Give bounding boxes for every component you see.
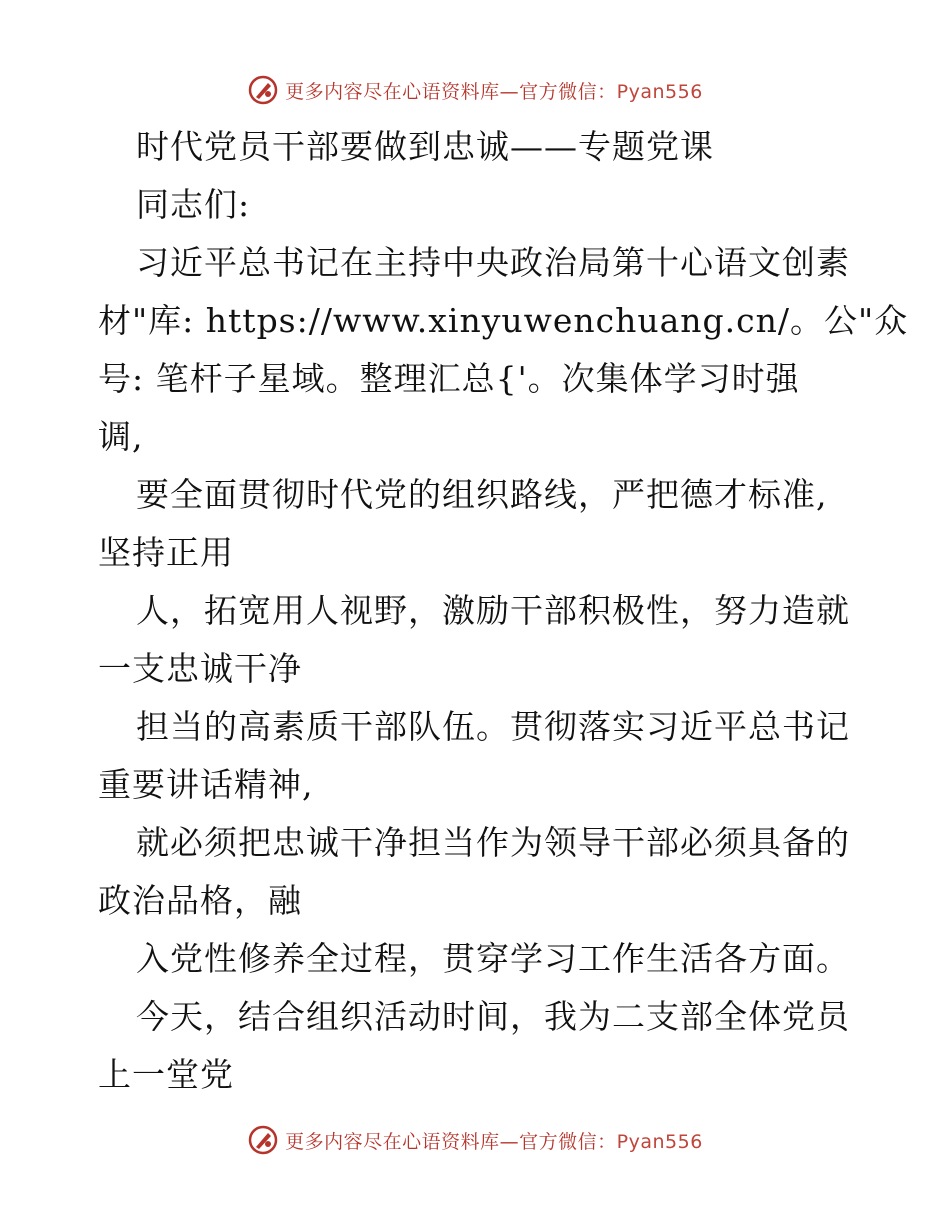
paragraph-line: 今天，结合组织活动时间，我为二支部全体党员 <box>136 997 850 1036</box>
pen-logo-icon <box>247 1124 279 1156</box>
paragraph-line: 人，拓宽用人视野，激励干部积极性，努力造就 <box>136 591 850 630</box>
pen-logo-icon <box>247 74 279 106</box>
paragraph-line: 坚持正用 <box>98 533 234 572</box>
banner-main-text: 更多内容尽在心语资料库—官方微信： <box>285 80 617 103</box>
paragraph-line: 重要讲话精神, <box>98 765 314 804</box>
salutation: 同志们: <box>136 185 251 224</box>
paragraph-line: 上一堂党 <box>98 1055 234 1094</box>
paragraph-line: 政治品格，融 <box>98 881 302 920</box>
paragraph-line: 入党性修养全过程，贯穿学习工作生活各方面。 <box>136 939 850 978</box>
paragraph-line: 调, <box>98 417 144 456</box>
paragraph-line: 习近平总书记在主持中央政治局第十心语文创素 <box>136 243 850 282</box>
document-title: 时代党员干部要做到忠诚——专题党课 <box>136 127 714 166</box>
header-banner <box>0 70 950 110</box>
footer-banner <box>0 1120 950 1160</box>
paragraph-line: 材"库: https://www.xinyuwenchuang.cn/。公"众 <box>98 301 909 340</box>
banner-wechat-id: Pyan556 <box>616 80 703 103</box>
paragraph-line: 要全面贯彻时代党的组织路线，严把德才标准, <box>136 475 828 514</box>
banner-wechat-id: Pyan556 <box>616 1130 703 1153</box>
banner-main-text: 更多内容尽在心语资料库—官方微信： <box>285 1130 617 1153</box>
paragraph-line: 担当的高素质干部队伍。贯彻落实习近平总书记 <box>136 707 850 746</box>
paragraph-line: 就必须把忠诚干净担当作为领导干部必须具备的 <box>136 823 850 862</box>
paragraph-line: 号: 笔杆子星域。整理汇总{'。次集体学习时强 <box>98 359 800 398</box>
document-body <box>98 118 909 1104</box>
paragraph-line: 一支忠诚干净 <box>98 649 302 688</box>
